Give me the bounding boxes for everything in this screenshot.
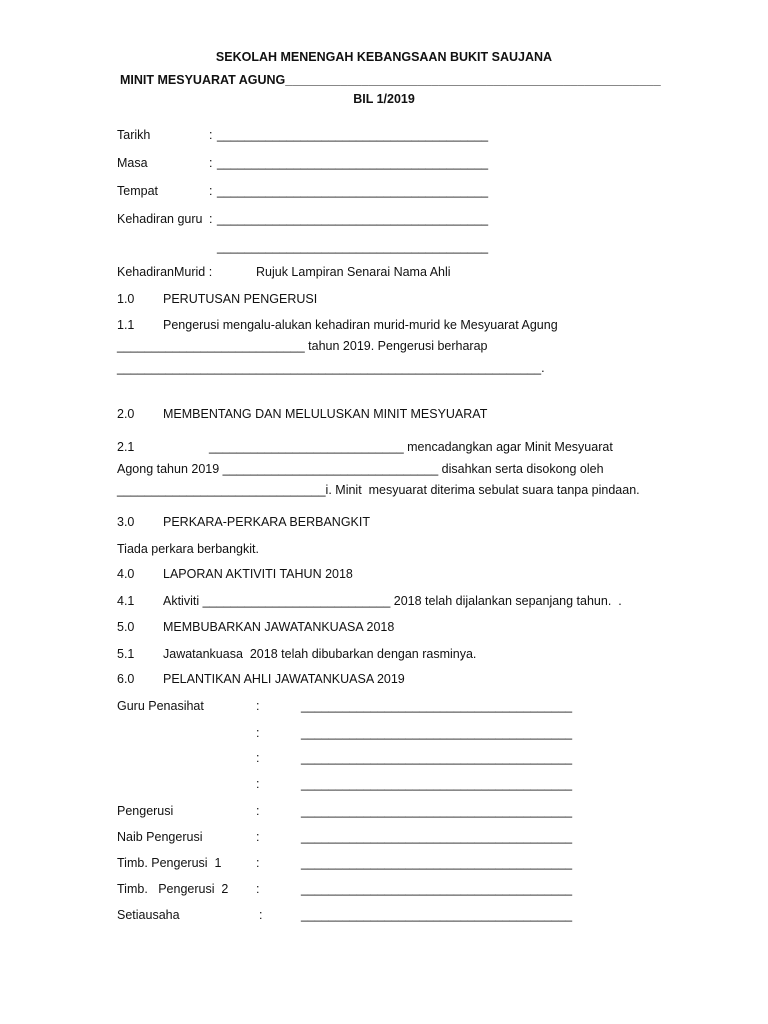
- kehadiran-murid-value: Rujuk Lampiran Senarai Nama Ahli: [256, 265, 451, 279]
- para-5-1-number: 5.1: [117, 647, 135, 661]
- section-3-title: PERKARA-PERKARA BERBANGKIT: [163, 515, 371, 529]
- guru-penasihat-field: _______________________________________: [301, 699, 573, 713]
- guru-penasihat-field-2: _______________________________________: [301, 726, 573, 740]
- timb-pengerusi-2-colon: :: [256, 882, 260, 896]
- section-4-title: LAPORAN AKTIVITI TAHUN 2018: [163, 567, 353, 581]
- para-2-1-number: 2.1: [117, 440, 135, 454]
- section-2-number: 2.0: [117, 407, 135, 421]
- meeting-title: MINIT MESYUARAT AGUNG______________________________________________________: [120, 73, 661, 87]
- masa-label: Masa: [117, 156, 148, 170]
- section-5-number: 5.0: [117, 620, 135, 634]
- tarikh-field: _______________________________________: [217, 128, 489, 142]
- para-2-1-line-2: Agong tahun 2019 _______________________________ disahkan serta disokong oleh: [117, 462, 604, 476]
- timb-pengerusi-1-field: _______________________________________: [301, 856, 573, 870]
- section-1-title: PERUTUSAN PENGERUSI: [163, 292, 318, 306]
- para-1-1-line-1: Pengerusi mengalu-alukan kehadiran murid-murid ke Mesyuarat Agung: [163, 318, 558, 332]
- bil-number: BIL 1/2019: [353, 92, 415, 106]
- para-1-1-line-3: _____________________________________________________________.: [117, 361, 545, 375]
- para-2-1-line-3: ______________________________i. Minit mesyuarat diterima sebulat suara tanpa pindaan.: [117, 483, 640, 497]
- timb-pengerusi-1-label: Timb. Pengerusi 1: [117, 856, 222, 870]
- guru-penasihat-colon-4: :: [256, 777, 260, 791]
- naib-pengerusi-label: Naib Pengerusi: [117, 830, 203, 844]
- kehadiran-guru-field: _______________________________________: [217, 212, 489, 226]
- section-3-text: Tiada perkara berbangkit.: [117, 542, 259, 556]
- setiausaha-colon: :: [259, 908, 263, 922]
- pengerusi-label: Pengerusi: [117, 804, 174, 818]
- section-5-title: MEMBUBARKAN JAWATANKUASA 2018: [163, 620, 395, 634]
- kehadiran-guru-field-2: _______________________________________: [217, 240, 489, 254]
- para-2-1-line-1: ____________________________ mencadangkan agar Minit Mesyuarat: [209, 440, 613, 454]
- setiausaha-label: Setiausaha: [117, 908, 180, 922]
- kehadiran-guru-colon: :: [209, 212, 213, 226]
- masa-field: _______________________________________: [217, 156, 489, 170]
- tarikh-label: Tarikh: [117, 128, 151, 142]
- naib-pengerusi-field: _______________________________________: [301, 830, 573, 844]
- para-5-1-text: Jawatankuasa 2018 telah dibubarkan dengan rasminya.: [163, 647, 477, 661]
- naib-pengerusi-colon: :: [256, 830, 260, 844]
- timb-pengerusi-2-field: _______________________________________: [301, 882, 573, 896]
- guru-penasihat-colon-3: :: [256, 751, 260, 765]
- section-3-number: 3.0: [117, 515, 135, 529]
- school-title: SEKOLAH MENENGAH KEBANGSAAN BUKIT SAUJANA: [215, 50, 553, 64]
- para-4-1-text: Aktiviti ___________________________ 2018 telah dijalankan sepanjang tahun. .: [163, 594, 622, 608]
- tarikh-colon: :: [209, 128, 213, 142]
- para-4-1-number: 4.1: [117, 594, 135, 608]
- kehadiran-guru-label: Kehadiran guru: [117, 212, 203, 226]
- guru-penasihat-label: Guru Penasihat: [117, 699, 204, 713]
- section-2-title: MEMBENTANG DAN MELULUSKAN MINIT MESYUARAT: [163, 407, 488, 421]
- tempat-label: Tempat: [117, 184, 158, 198]
- timb-pengerusi-2-label: Timb. Pengerusi 2: [117, 882, 229, 896]
- masa-colon: :: [209, 156, 213, 170]
- section-6-title: PELANTIKAN AHLI JAWATANKUASA 2019: [163, 672, 405, 686]
- guru-penasihat-field-4: _______________________________________: [301, 777, 573, 791]
- section-1-number: 1.0: [117, 292, 135, 306]
- section-4-number: 4.0: [117, 567, 135, 581]
- para-1-1-number: 1.1: [117, 318, 135, 332]
- guru-penasihat-field-3: _______________________________________: [301, 751, 573, 765]
- kehadiran-murid-label: KehadiranMurid :: [117, 265, 213, 279]
- timb-pengerusi-1-colon: :: [256, 856, 260, 870]
- guru-penasihat-colon: :: [256, 699, 260, 713]
- guru-penasihat-colon-2: :: [256, 726, 260, 740]
- setiausaha-field: _______________________________________: [301, 908, 573, 922]
- pengerusi-colon: :: [256, 804, 260, 818]
- pengerusi-field: _______________________________________: [301, 804, 573, 818]
- para-1-1-line-2: ___________________________ tahun 2019. Pengerusi berharap: [117, 339, 488, 353]
- section-6-number: 6.0: [117, 672, 135, 686]
- tempat-colon: :: [209, 184, 213, 198]
- tempat-field: _______________________________________: [217, 184, 489, 198]
